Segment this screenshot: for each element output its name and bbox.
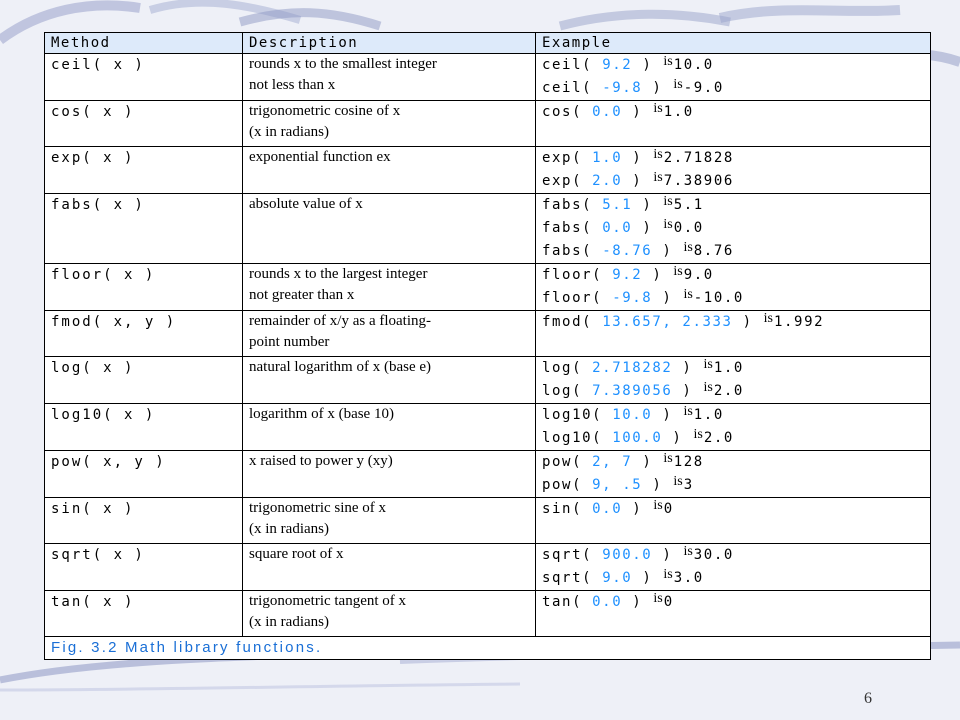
example-result: 2.0 (703, 430, 734, 446)
example-close-paren: ) (632, 104, 643, 120)
description-cell (243, 357, 536, 404)
example-cell (536, 451, 931, 498)
description-line: rounds x to the smallest integer (249, 56, 437, 72)
example-argument: 13.657, 2.333 (602, 314, 733, 330)
description-cell (243, 498, 536, 544)
description-line: trigonometric sine of x (249, 500, 387, 516)
example-is: is (653, 170, 663, 185)
example-is: is (653, 101, 663, 116)
example-result: 128 (673, 454, 704, 470)
example-call: fabs( (542, 243, 593, 259)
example-call: ceil( (542, 80, 593, 96)
description-cell (243, 404, 536, 451)
example-argument: 100.0 (612, 430, 663, 446)
example-cell (536, 147, 931, 194)
example-is: is (673, 264, 683, 279)
example-close-paren: ) (632, 594, 643, 610)
example-line (542, 544, 924, 567)
example-line (542, 54, 924, 77)
example-argument: 2.718282 (592, 360, 673, 376)
example-result: 8.76 (693, 243, 734, 259)
example-line (542, 240, 924, 263)
example-line (542, 101, 924, 124)
example-result: 1.0 (693, 407, 724, 423)
table-row (45, 264, 931, 311)
example-result: 3 (683, 477, 694, 493)
example-call: log10( (542, 407, 603, 423)
table-row (45, 544, 931, 591)
example-argument: 5.1 (602, 197, 633, 213)
example-result: 1.0 (713, 360, 744, 376)
example-result: 3.0 (673, 570, 704, 586)
example-cell (536, 544, 931, 591)
method-cell: ceil( x ) (45, 54, 243, 101)
table-row (45, 451, 931, 498)
example-call: log10( (542, 430, 603, 446)
example-is: is (663, 567, 673, 582)
example-result: 0 (663, 501, 674, 517)
example-result: 2.71828 (663, 150, 734, 166)
example-result: 0.0 (673, 220, 704, 236)
method-cell: sin( x ) (45, 498, 243, 544)
example-close-paren: ) (672, 430, 683, 446)
description-line: exponential function ex (249, 149, 391, 165)
example-close-paren: ) (742, 314, 753, 330)
example-line (542, 311, 924, 334)
example-line (542, 287, 924, 310)
method-cell: cos( x ) (45, 101, 243, 147)
method-cell: sqrt( x ) (45, 544, 243, 591)
example-is: is (703, 357, 713, 372)
example-result: 1.992 (774, 314, 825, 330)
example-close-paren: ) (662, 547, 673, 563)
method-cell: floor( x ) (45, 264, 243, 311)
example-line (542, 147, 924, 170)
example-call: exp( (542, 173, 583, 189)
method-cell: log10( x ) (45, 404, 243, 451)
example-argument: 0.0 (592, 104, 623, 120)
example-cell (536, 591, 931, 637)
example-result: 9.0 (683, 267, 714, 283)
example-line (542, 194, 924, 217)
example-line (542, 217, 924, 240)
description-line: (x in radians) (249, 521, 329, 537)
example-line (542, 357, 924, 380)
example-close-paren: ) (682, 383, 693, 399)
example-is: is (673, 474, 683, 489)
caption-row (45, 637, 931, 660)
example-cell (536, 357, 931, 404)
description-line: absolute value of x (249, 196, 363, 212)
description-line: logarithm of x (base 10) (249, 406, 394, 422)
description-cell (243, 591, 536, 637)
method-cell: tan( x ) (45, 591, 243, 637)
header-description: Description (243, 33, 536, 54)
example-argument: 0.0 (592, 501, 623, 517)
table-row (45, 591, 931, 637)
description-line: (x in radians) (249, 124, 329, 140)
example-close-paren: ) (642, 197, 653, 213)
example-result: 1.0 (663, 104, 694, 120)
example-close-paren: ) (652, 267, 663, 283)
example-call: fabs( (542, 220, 593, 236)
example-argument: 2, 7 (592, 454, 633, 470)
example-call: fmod( (542, 314, 593, 330)
header-example: Example (536, 33, 931, 54)
example-close-paren: ) (642, 454, 653, 470)
example-is: is (653, 498, 663, 513)
example-is: is (683, 544, 693, 559)
example-result: 10.0 (673, 57, 714, 73)
example-is: is (693, 427, 703, 442)
example-is: is (663, 54, 673, 69)
description-cell (243, 194, 536, 264)
example-is: is (683, 287, 693, 302)
description-cell (243, 147, 536, 194)
example-close-paren: ) (642, 57, 653, 73)
example-line (542, 380, 924, 403)
example-is: is (653, 147, 663, 162)
example-is: is (703, 380, 713, 395)
description-line: natural logarithm of x (base e) (249, 359, 432, 375)
example-call: fabs( (542, 197, 593, 213)
example-call: ceil( (542, 57, 593, 73)
example-line (542, 451, 924, 474)
example-argument: 9.2 (612, 267, 643, 283)
example-cell (536, 54, 931, 101)
example-argument: -9.8 (602, 80, 643, 96)
example-argument: -8.76 (602, 243, 653, 259)
example-call: pow( (542, 477, 583, 493)
example-is: is (683, 240, 693, 255)
example-result: 7.38906 (663, 173, 734, 189)
example-result: 5.1 (673, 197, 704, 213)
example-cell (536, 264, 931, 311)
example-line (542, 498, 924, 521)
example-close-paren: ) (662, 290, 673, 306)
example-is: is (663, 217, 673, 232)
example-result: 0 (663, 594, 674, 610)
example-close-paren: ) (642, 570, 653, 586)
table-row (45, 498, 931, 544)
table-row (45, 194, 931, 264)
description-line: (x in radians) (249, 614, 329, 630)
example-result: -10.0 (693, 290, 744, 306)
description-cell (243, 451, 536, 498)
example-call: sqrt( (542, 547, 593, 563)
description-line: point number (249, 334, 330, 350)
method-cell: log( x ) (45, 357, 243, 404)
example-argument: 9, .5 (592, 477, 643, 493)
example-argument: 0.0 (602, 220, 633, 236)
header-method: Method (45, 33, 243, 54)
description-cell (243, 54, 536, 101)
example-is: is (663, 194, 673, 209)
example-is: is (653, 591, 663, 606)
figure-caption: Fig. 3.2 Math library functions. (45, 637, 931, 660)
example-close-paren: ) (632, 173, 643, 189)
example-call: sin( (542, 501, 583, 517)
table-row (45, 101, 931, 147)
example-line (542, 404, 924, 427)
table-row (45, 311, 931, 357)
example-line (542, 170, 924, 193)
example-close-paren: ) (652, 80, 663, 96)
example-argument: 9.0 (602, 570, 633, 586)
example-argument: 10.0 (612, 407, 653, 423)
table-row (45, 404, 931, 451)
description-line: rounds x to the largest integer (249, 266, 428, 282)
example-argument: 7.389056 (592, 383, 673, 399)
example-argument: -9.8 (612, 290, 653, 306)
example-close-paren: ) (662, 243, 673, 259)
example-is: is (683, 404, 693, 419)
example-cell (536, 101, 931, 147)
table-row (45, 147, 931, 194)
example-close-paren: ) (652, 477, 663, 493)
method-cell: pow( x, y ) (45, 451, 243, 498)
description-cell (243, 101, 536, 147)
example-is: is (673, 77, 683, 92)
example-call: cos( (542, 104, 583, 120)
example-argument: 900.0 (602, 547, 653, 563)
description-line: not greater than x (249, 287, 355, 303)
example-call: sqrt( (542, 570, 593, 586)
example-argument: 1.0 (592, 150, 623, 166)
example-line (542, 567, 924, 590)
example-is: is (763, 311, 773, 326)
description-line: trigonometric cosine of x (249, 103, 401, 119)
example-cell (536, 194, 931, 264)
description-cell (243, 311, 536, 357)
page-number: 6 (864, 690, 872, 707)
example-cell (536, 311, 931, 357)
method-cell: fabs( x ) (45, 194, 243, 264)
example-argument: 0.0 (592, 594, 623, 610)
description-line: trigonometric tangent of x (249, 593, 407, 609)
example-call: log( (542, 383, 583, 399)
table-header-row (45, 33, 931, 54)
example-cell (536, 498, 931, 544)
example-call: tan( (542, 594, 583, 610)
example-line (542, 77, 924, 100)
table-row (45, 357, 931, 404)
example-close-paren: ) (632, 501, 643, 517)
description-cell (243, 544, 536, 591)
example-call: floor( (542, 290, 603, 306)
example-call: exp( (542, 150, 583, 166)
example-line (542, 591, 924, 614)
example-argument: 2.0 (592, 173, 623, 189)
example-close-paren: ) (682, 360, 693, 376)
method-cell: exp( x ) (45, 147, 243, 194)
example-result: -9.0 (683, 80, 724, 96)
example-call: log( (542, 360, 583, 376)
description-cell (243, 264, 536, 311)
example-close-paren: ) (632, 150, 643, 166)
description-line: not less than x (249, 77, 336, 93)
example-call: pow( (542, 454, 583, 470)
math-functions-table (44, 32, 931, 660)
example-is: is (663, 451, 673, 466)
example-close-paren: ) (642, 220, 653, 236)
method-cell: fmod( x, y ) (45, 311, 243, 357)
example-line (542, 264, 924, 287)
description-line: square root of x (249, 546, 344, 562)
description-line: remainder of x/y as a floating- (249, 313, 432, 329)
example-argument: 9.2 (602, 57, 633, 73)
example-line (542, 427, 924, 450)
example-cell (536, 404, 931, 451)
description-line: x raised to power y (xy) (249, 453, 393, 469)
table-row (45, 54, 931, 101)
example-call: floor( (542, 267, 603, 283)
example-result: 30.0 (693, 547, 734, 563)
example-line (542, 474, 924, 497)
example-close-paren: ) (662, 407, 673, 423)
example-result: 2.0 (713, 383, 744, 399)
